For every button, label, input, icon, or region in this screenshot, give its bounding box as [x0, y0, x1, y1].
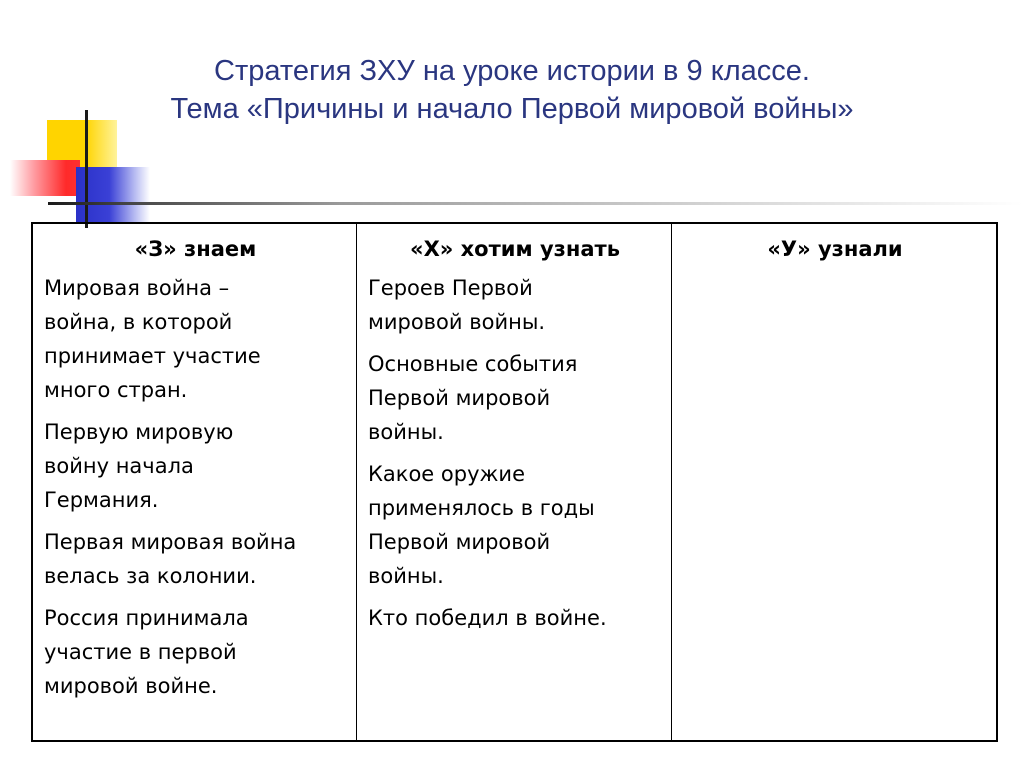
list-item: Россия принимала участие в первой мировой войне. — [44, 606, 249, 698]
zhu-table — [31, 222, 998, 742]
list-item: Основные события Первой мировой войны. — [368, 352, 578, 444]
list-item: Какое оружие применялось в годы Первой мировой войны. — [368, 462, 595, 588]
column-header: «З» знаем — [134, 237, 257, 261]
list-item: Кто победил в войне. — [368, 606, 607, 630]
column-learned — [671, 224, 996, 740]
list-item: Первую мировую войну начала Германия. — [44, 420, 234, 512]
list-item: Мировая война – война, в которой принимает участие много стран. — [44, 276, 261, 402]
decor-horizontal-line — [48, 202, 1023, 205]
slide-title — [0, 52, 1024, 128]
column-want — [356, 224, 671, 740]
column-header: «У» узнали — [767, 237, 903, 261]
decor-red-square — [10, 160, 80, 196]
list-item: Первая мировая война велась за колонии. — [44, 530, 297, 588]
column-know — [33, 224, 356, 740]
column-header: «Х» хотим узнать — [410, 237, 620, 261]
title-line-1: Стратегия ЗХУ на уроке истории в 9 классе. — [214, 55, 810, 87]
title-line-2: Тема «Причины и начало Первой мировой войны» — [170, 93, 854, 125]
list-item: Героев Первой мировой войны. — [368, 276, 546, 334]
